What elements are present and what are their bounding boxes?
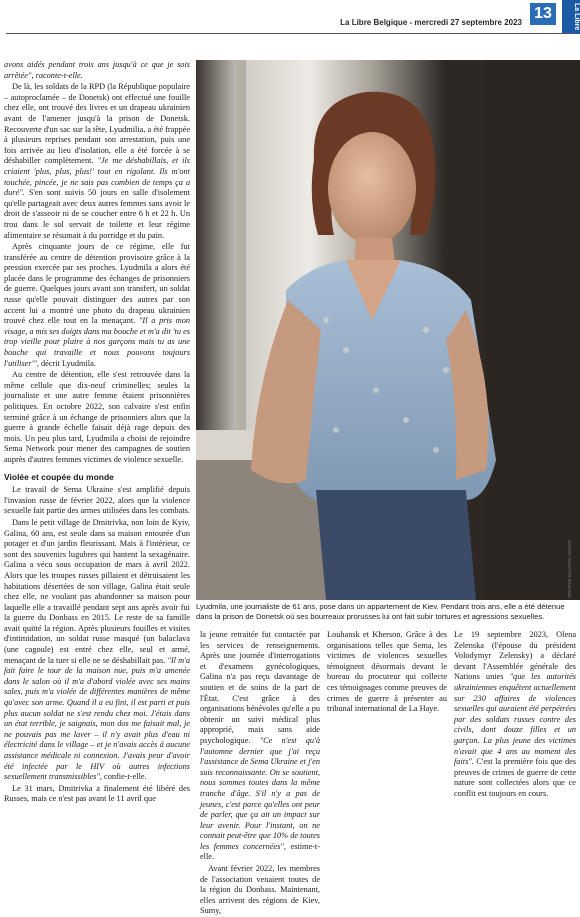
paragraph: la jeune retraitée fut contactée par les services de renseignements. Après une journée d'interrogations et d'examens gynécologiques, Galina n'a pas reçu davantage de soutien et de soins de la part de l'État. C'est grâce à des organisations bénévoles qu'elle a pu obtenir un suivi médical plus approprié, mais sans aide psychologique. "Ce n'est qu'à l'automne dernier que j'ai reçu l'assistance de Sema Ukraine et j'en suis reconnaissante. On se soutient, nous sommes toutes dans la même tranche d'âge. S'il n'y a pas de jeunes, c'est parce qu'elles ont peur de parler, que ça ait un impact sur leur avenir. Pour l'instant, on ne connait peut-être que 10% de toutes les femmes concernées", estime-t-elle. (200, 630, 321, 862)
paragraph: Louhansk et Kherson. Grâce à des organisations telles que Sema, les victimes de violences sexuelles témoignent désormais devant le bureau du procureur qui collecte ces témoignages comme preuves de crimes de guerre à présenter au tribunal international de La Haye. (327, 630, 447, 714)
paragraph: Le 31 mars, Dmitrivka a finalement été libéré des Russes, mais ce n'est pas avant le 11 avril que (4, 783, 190, 804)
paragraph: De là, les soldats de la RPD (la République populaire – autoproclamée – de Donetsk) ont effectué une fouille chez elle, ont trouvé des livres et un drapeau ukrainien avant de l'amener jusqu'à la prison de Donetsk. Recouverte d'un sac sur la tête, Lyudmilia, a été frappée à plusieurs reprises pendant son arrestation, puis une fois arrivée au lieu d'isolation, elle a été forcée à se déshabiller complètement. "Je me déshabillais, et ils criaient 'plus, plus, plus!' tout en rigolant. Ils m'ont touchée, pincée, je ne sais pas combien de temps ça a duré". S'en sont suivis 50 jours en salle d'isolement qu'elle partageait avec deux autres femmes sans avoir le droit de s'asseoir ni de se coucher entre 6 h et 22 h. Un trou dans le sol servait de toilette et leur régime alimentaire se résumait à du porridge et du pain. (4, 82, 191, 240)
paragraph: avons aidés pendant trois ans jusqu'à ce que je sois arrêtée", raconte-t-elle. (4, 60, 190, 80)
photo-credit: VIRGINIE NGUYEN HOANG (567, 540, 572, 599)
paragraph: Dans le petit village de Dmitrivka, non loin de Kyiv, Galina, 60 ans, est seule dans sa maison entourée d'un potager et d'un jardin fleurissant. Mais à l'intérieur, ce sont des souvenirs lugubres qui hantent la sexagénaire. Galina a vécu sous occupation de mars à avril 2022. Alors que les troupes russes pillaient et détruisaient les habitations désertées de son village, Galina était seule chez elle, ne voulant pas abandonner sa maison pour laquelle elle a travaillé pendant sept ans après avoir fui la guerre du Donbass en 2015. Le reste de sa famille avait quitté la région. Après plusieurs fouilles et visites d'intimidation, un soldat russe masqué (un balaclava (une cagoule) est entré chez elle, seul et armé, menaçant de la tuer si elle ne se déshabillait pas. "Il m'a fait faire le tour de la maison nue, puis m'a amenée dans le salon où il m'a d'abord violée avec ses mains sales, puis m'a violée de différentes manières de même qu'avec son arme. Quand il a eu fini, il est parti et puis plus aucun soldat ne s'est rendu chez moi. J'étais dans un état terrible, je saignais, mon dos me faisait mal, je ne pouvais pas me laver – il n'y avait plus d'eau ni électricité dans le village – et je n'avais accès à aucune assistance médicale ni connexion. J'avais peur d'avoir été infectée par le HIV où autres infections sexuellement transmissibles", confie-t-elle. (4, 517, 190, 782)
article-column-3 (327, 630, 447, 806)
page-header (0, 0, 580, 34)
article-column-2 (200, 630, 321, 916)
quote: "Je me déshabillais, et ils criaient 'plus, plus, plus!' tout en rigolant. Ils m'ont touchée, pincée, je ne sais pas combien de temps ça a duré". (4, 156, 191, 198)
article-column-1 (4, 60, 190, 804)
running-head: La Libre Belgique - mercredi 27 septembre 2023 (340, 18, 522, 27)
paragraph: Avant février 2022, les membres de l'association venaient toutes de la région du Donbass. Maintenant, elles arrivent des régions de Kiev, Sumy, (200, 864, 320, 916)
quote: "Il m'a fait faire le tour de la maison nue, puis m'a amenée dans le salon où il m'a d'abord violée avec ses mains sales, puis m'a violée de différentes manières de même qu'avec son arme. Quand il a eu fini, il est parti et puis plus aucun soldat ne s'est rendu chez moi. J'étais dans un état terrible, je saignais, mon dos me faisait mal, je ne pouvais pas me laver – il n'y avait plus d'eau ni électricité dans le village – et je n'avais accès à aucune assistance médicale ni connexion. J'avais peur d'avoir été infectée par le HIV où autres infections sexuellement transmissibles", (4, 655, 190, 782)
paragraph: Après cinquante jours de ce régime, elle fut transférée au centre de détention provisoire grâce à la pression exercée par ses proches. Lyudmila a alors été placée dans le programme des échanges de prisonniers de guerre. Quelques jours avant son transfert, un soldat russe qu'elle pouvait distinguer des autres par son accent lui a montré une photo du drapeau ukrainien trouvé chez elle tout en la menaçant. "Il a pris mon visage, a mis ses doigts dans ma bouche et m'a dit 'tu es trop vieille pour plaire à nos garçons mais tu as une bouche qui travaille et nous pouvons toujours l'utiliser'", décrit Lyudmila. (4, 242, 190, 368)
section-tab: La Libre (562, 0, 580, 34)
header-divider (6, 33, 574, 34)
paragraph: Le 19 septembre 2023, Olena Zelenska (l'épouse du président Volodymyr Zelensky) a déclaré devant l'Assemblée générale des Nations unies "que les autorités ukrainiennes enquêtent actuellement sur 230 affaires de violences sexuelles qui auraient été perpétrées par des soldats russes contre des civils, dont douze filles et un garçon. La plus jeune des victimes n'avait que 4 ans au moment des faits". C'est la première fois que des preuves de crimes de guerre de cette nature sont collectées alors que ce conflit est toujours en cours. (454, 630, 576, 798)
quote: "que les autorités ukrainiennes enquêtent actuellement sur 230 affaires de violences sexuelles qui auraient été perpétrées par des soldats russes contre des civils, dont douze filles et un garçon. La plus jeune des victimes n'avait que 4 ans au moment des faits". (454, 672, 576, 767)
article-column-4 (454, 630, 576, 806)
paragraph: Au centre de détention, elle s'est retrouvée dans la même cellule que dix-neuf criminelles; seules la journaliste et une autre femme étaient prisonnières politiques. En octobre 2022, son calvaire s'est enfin terminé grâce à un échange de prisonniers alors que la guerre à grande échelle faisait déjà rage depuis des mois. Un peu plus tard, Lyudmila a choisi de rejoindre Sema Network pour mener des campagnes de soutien auprès d'autres femmes victimes de violence sexuelle. (4, 370, 190, 464)
paragraph: Le travail de Sema Ukraine s'est amplifié depuis l'invasion russe de février 2022, alors que la violence sexuelle fait partie des armes utilisées dans les combats. (4, 485, 190, 516)
photo-caption: Lyudmila, une journaliste de 61 ans, pose dans un appartement de Kiev. Pendant trois ans, elle a été détenue dans la prison de Donetsk où ses bourreaux prorusses lui ont fait subir tortures et agressions sexuelles. (196, 602, 565, 621)
quote: "Il a pris mon visage, a mis ses doigts dans ma bouche et m'a dit 'tu es trop vieille pour plaire à nos garçons mais tu as une bouche qui travaille et nous pouvons toujours l'utiliser'", (4, 316, 190, 368)
quote: "Ce n'est qu'à l'automne dernier que j'ai reçu l'assistance de Sema Ukraine et j'en suis reconnaissante. On se soutient, nous sommes toutes dans la même tranche d'âge. S'il n'y a pas de jeunes, c'est parce qu'elles ont peur de parler, que ça ait un impact sur leur avenir. Pour l'instant, on ne connait peut-être que 10% de toutes les femmes concernées", (200, 735, 320, 851)
page-number: 13 (530, 3, 556, 25)
section-subheading: Violée et coupée du monde (4, 471, 114, 482)
portrait-photo (196, 60, 580, 600)
photo-illustration (196, 60, 580, 600)
